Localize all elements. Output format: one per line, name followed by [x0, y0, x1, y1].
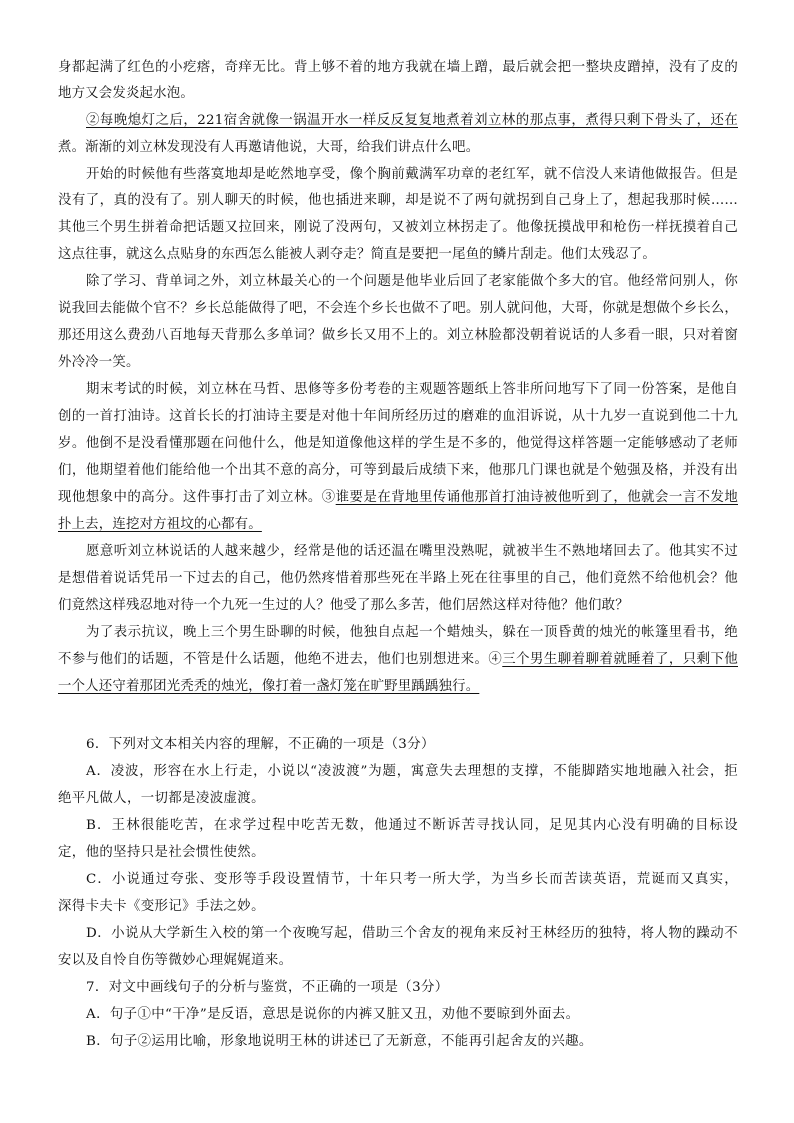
passage-line-underlined: 不参与他们的话题，不管是什么话题，他绝不进去，他们也别想进来。④三个男生聊着聊着就睡着了，只剩下他 [58, 652, 738, 667]
question-6-option-a: A．凌波，形容在水上行走，小说以“凌波渡”为题，寓意失去理想的支撑，不能脚踏实地地融入社会，拒 [86, 764, 738, 779]
question-6-option-c: C．小说通过夸张、变形等手段设置情节，十年只考一所大学，为当乡长而苦读英语，荒诞而又真实， [86, 872, 738, 887]
passage-line: 那还用这么费劲八百地每天背那么多单词？做乡长又用不上的。刘立林脸都没朝着说话的人多看一眼，只对着窗 [58, 328, 738, 343]
passage-line: 说我回去能做个官不？乡长总能做得了吧，不会连个乡长也做不了吧。别人就问他，大哥，你就是想做个乡长么， [58, 301, 738, 316]
question-6-option-b-cont: 定，他的坚持只是社会惯性使然。 [58, 845, 265, 860]
question-6-option-b: B．王林很能吃苦，在求学过程中吃苦无数，他通过不断诉苦寻找认同，足见其内心没有明确的目标设 [86, 818, 738, 833]
underlined-sentence-4-cont: 一个人还守着那团光秃秃的烛光，像打着一盏灯笼在旷野里踽踽独行。 [58, 679, 480, 694]
passage-line: 创的一首打油诗。这首长长的打油诗主要是对他十年间所经历过的磨难的血泪诉说，从十九岁一直说到他二十九 [58, 409, 738, 424]
question-7-option-a: A．句子①中“干净”是反语，意思是说你的内裤又脏又丑，劝他不要晾到外面去。 [86, 1007, 580, 1022]
passage-line: 煮。渐渐的刘立林发现没有人再邀请他说，大哥，给我们讲点什么吧。 [58, 140, 480, 155]
passage-line: 身都起满了红色的小疙瘩，奇痒无比。背上够不着的地方我就在墙上蹭，最后就会把一整块皮蹭掉，没有了皮的 [58, 60, 738, 75]
passage-line: 们，他期望着他们能给他一个出其不意的高分，可等到最后成绩下来，他那几门课也就是个勉强及格，并没有出 [58, 463, 738, 478]
passage-line: 地方又会发炎起水泡。 [58, 86, 194, 101]
passage-line: 开始的时候他有些落寞地却是屹然地享受，像个胸前戴满军功章的老红军，就不信没人来请他做报告。但是 [86, 167, 738, 182]
underlined-sentence-2: ②每晚熄灯之后，221宿舍就像一锅温开水一样反反复复地煮着刘立林的那点事，煮得只剩下骨头了，还在 [86, 113, 738, 128]
passage-line: 期末考试的时候，刘立林在马哲、思修等多份考卷的主观题答题纸上答非所问地写下了同一份答案，是他自 [86, 382, 738, 397]
passage-line: 们竟然这样残忍地对待一个九死一生过的人？他受了那么多苦，他们居然这样对待他？他们敢？ [58, 598, 629, 613]
passage-line: 其他三个男生拼着命把话题又拉回来，刚说了没两句，又被刘立林拐走了。他像抚摸战甲和枪伤一样抚摸着自己 [58, 220, 738, 235]
passage-line: 是想借着说话凭吊一下过去的自己，他仍然疼惜着那些死在半路上死在往事里的自己，他们竟然不给他机会？他 [58, 571, 738, 586]
passage-line: 岁。他倒不是没看懂那题在问他什么，他是知道像他这样的学生是不多的，他觉得这样答题一定能够感动了老师 [58, 436, 738, 451]
passage-line-underlined: 现他想象中的高分。这件事打击了刘立林。③谁要是在背地里传诵他那首打油诗被他听到了，他就会一言不发地 [58, 490, 738, 505]
question-7-option-b: B．句子②运用比喻，形象地说明王林的讲述已了无新意，不能再引起舍友的兴趣。 [86, 1034, 593, 1049]
passage-line: 愿意听刘立林说话的人越来越少，经常是他的话还温在嘴里没熟呢，就被半生不熟地堵回去了。他其实不过 [86, 544, 738, 559]
passage-line-underlined [58, 515, 738, 535]
underlined-sentence-3-cont: 扑上去，连挖对方祖坟的心都有。 [58, 517, 262, 532]
passage-line: 为了表示抗议，晚上三个男生卧聊的时候，他独自点起一个蜡烛头，躲在一顶昏黄的烛光的帐篷里看书，绝 [86, 625, 738, 640]
passage-line: 除了学习、背单词之外，刘立林最关心的一个问题是他毕业后回了老家能做个多大的官。他经常问别人，你 [86, 274, 738, 289]
underlined-sentence-4: 三个男生聊着聊着就睡着了，只剩下他 [502, 652, 738, 667]
question-6-option-d-cont: 安以及自怜自伤等微妙心理娓娓道来。 [58, 953, 293, 968]
question-6-option-d: D．小说从大学新生入校的第一个夜晚写起，借助三个舍友的视角来反衬王林经历的独特，将人物的躁动不 [86, 926, 738, 941]
passage-line: 这点往事，就这么点贴身的东西怎么能被人剥夺走？简直是要把一尾鱼的鳞片刮走。他们太残忍了。 [58, 247, 656, 262]
question-6-option-c-cont: 深得卡夫卡《变形记》手法之妙。 [58, 899, 265, 914]
passage-line: 没有了，真的没有了。别人聊天的时候，他也插进来聊，却是说不了两句就拐到自己身上了，想起我那时候…… [58, 193, 738, 208]
underlined-sentence-3: 谁要是在背地里传诵他那首打油诗被他听到了，他就会一言不发地 [335, 490, 738, 505]
question-6-option-a-cont: 绝平凡做人，一切都是凌波虚渡。 [58, 791, 265, 806]
passage-line-underlined [58, 677, 738, 697]
passage-line: 外冷冷一笑。 [58, 355, 140, 370]
question-7-stem: 7．对文中画线句子的分析与鉴赏，不正确的一项是（3分） [86, 980, 449, 995]
question-6-stem: 6．下列对文本相关内容的理解，不正确的一项是（3分） [86, 737, 435, 752]
passage-line-underlined [86, 111, 738, 131]
